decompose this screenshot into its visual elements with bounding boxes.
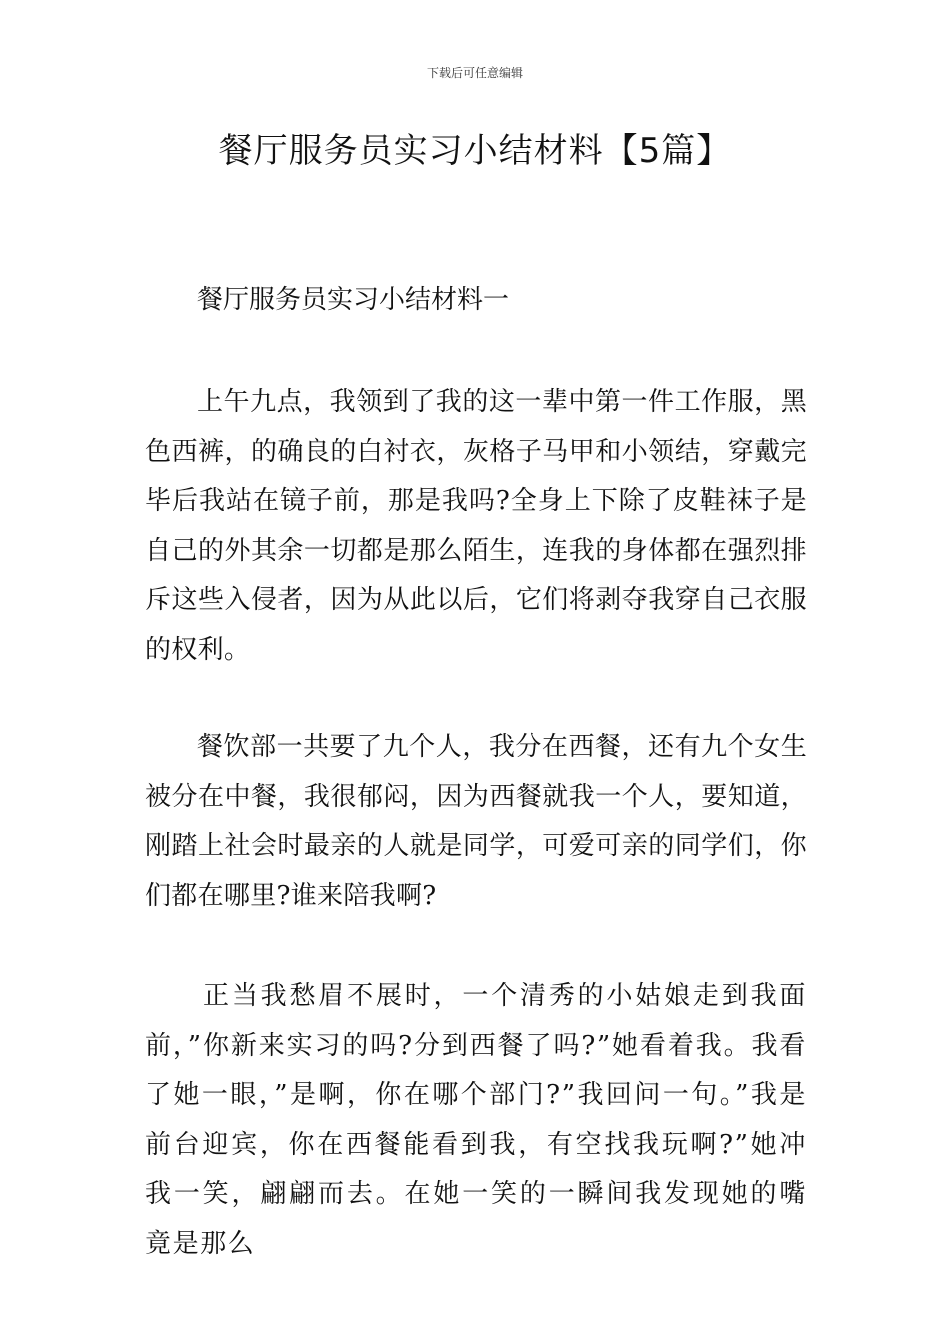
- section-title: 餐厅服务员实习小结材料一: [197, 285, 510, 315]
- page-header-note: 下载后可任意编辑: [426, 66, 523, 80]
- paragraph: 正当我愁眉不展时，一个清秀的小姑娘走到我面前，”你新来实习的吗?分到西餐了吗?”她看着我。我看了她一眼，”是啊，你在哪个部门?”我回问一句。”我是前台迎宾，你在西餐能看到我，有空找我玩啊?”她冲我一笑，翩翩而去。在她一笑的一瞬间我发现她的嘴竟是那么: [145, 981, 807, 1259]
- paragraph: 上午九点，我领到了我的这一辈中第一件工作服，黑色西裤，的确良的白衬衣，灰格子马甲和小领结，穿戴完毕后我站在镜子前，那是我吗?全身上下除了皮鞋袜子是自己的外其余一切都是那么陌生，连我的身体都在强烈排斥这些入侵者，因为从此以后，它们将剥夺我穿自己衣服的权利。: [145, 387, 807, 665]
- document-title: 餐厅服务员实习小结材料【5篇】: [218, 131, 732, 171]
- paragraph: 餐饮部一共要了九个人，我分在西餐，还有九个女生被分在中餐，我很郁闷，因为西餐就我一个人，要知道，刚踏上社会时最亲的人就是同学，可爱可亲的同学们，你们都在哪里?谁来陪我啊?: [145, 732, 807, 911]
